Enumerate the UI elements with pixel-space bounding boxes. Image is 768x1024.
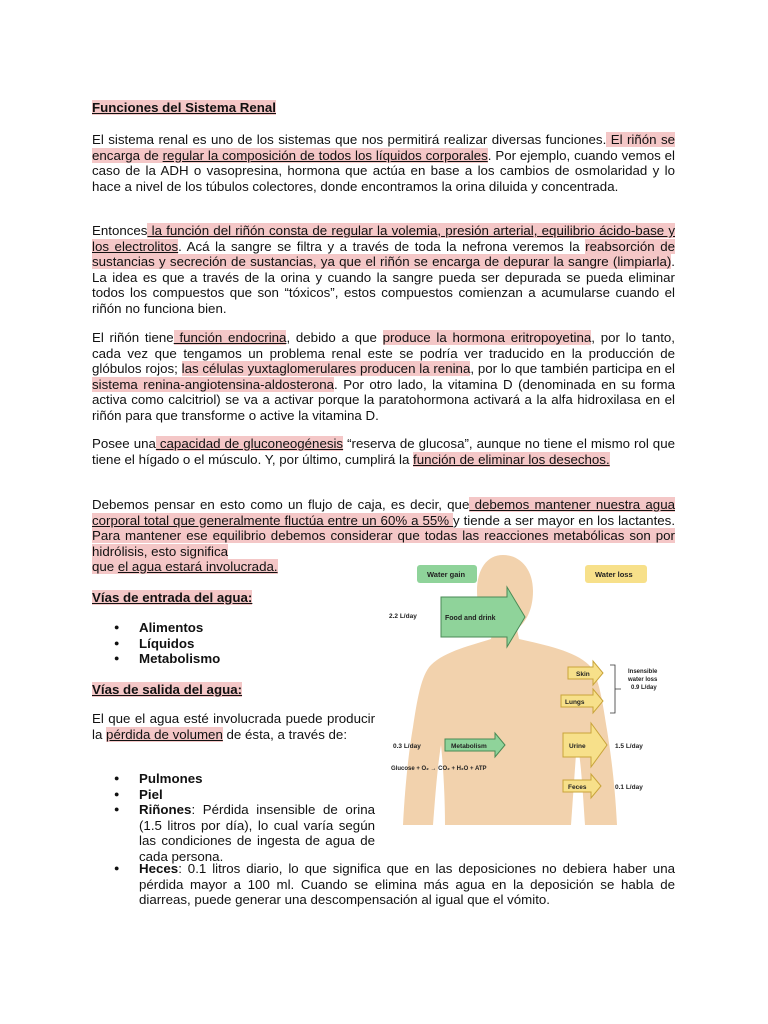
p5-highlight-underline-f: el agua estará involucrada. xyxy=(117,559,278,574)
entrada-list xyxy=(92,620,220,667)
equation: Glucose + O₂ → CO₂ + H₂O + ATP xyxy=(391,766,487,772)
list-item-bold: Heces xyxy=(139,861,179,876)
list-item: ● Alimentos xyxy=(92,620,220,636)
p3-highlight-d: produce la hormona eritropoyetina xyxy=(382,330,592,345)
p4-text-a: Posee una xyxy=(92,436,156,451)
water-gain-label: Water gain xyxy=(427,570,466,579)
p5-text-a: Debemos pensar en esto como un flujo de caja, es decir, que xyxy=(92,497,470,512)
p3-highlight-underline-b: función endocrina xyxy=(173,330,287,345)
p5-highlight-underline: debemos mantener nuestra agua corporal total que generalmente fluctúa entre un 60% a 55% xyxy=(92,497,675,528)
list-item xyxy=(92,771,375,787)
insensible-line-1: Insensible xyxy=(628,669,658,675)
list-item xyxy=(92,861,675,908)
entrada-heading: Vías de entrada del agua: xyxy=(92,590,253,605)
salida-intro-c: de ésta, a través de: xyxy=(222,726,348,742)
paragraph-5-end xyxy=(92,559,278,575)
urine-label: Urine xyxy=(569,743,586,750)
p3-highlight-f: las células yuxtaglomerulares producen la renina xyxy=(181,361,471,377)
insensible-line-3: 0.9 L/day xyxy=(631,685,657,691)
urine-rate: 1.5 L/day xyxy=(615,743,643,750)
water-balance-figure xyxy=(385,555,670,825)
feces-label: Feces xyxy=(568,784,587,791)
p4-highlight-underline-d: función de eliminar los desechos. xyxy=(413,451,610,467)
list-item-bold: Piel xyxy=(139,786,163,802)
paragraph-3 xyxy=(92,330,675,424)
list-item: ● Líquidos xyxy=(92,636,220,652)
p2-text-e: . La idea es que a través de la orina y cuando la sangre pueda ser depurada se pueda eliminar todos los compuestos que son “tóxicos”, estos compuestos comienzan a acumularse cuando el riñón no funciona bien. xyxy=(92,254,675,316)
food-rate: 2.2 L/day xyxy=(389,613,417,620)
p3-text-a: El riñón tiene xyxy=(92,330,174,345)
p3-text-g: , por lo que también participa en el xyxy=(470,361,675,377)
p4-text-c: “reserva de glucosa”, aunque no tiene el mismo rol que tiene el hígado o el músculo. Y, por último, cumplirá la xyxy=(92,436,675,467)
paragraph-1 xyxy=(92,132,675,194)
paragraph-2 xyxy=(92,223,675,317)
p5-highlight-d: Para mantener ese equilibrio debemos considerar que todas las reacciones metabólicas son por hidrólisis, esto significa xyxy=(92,528,675,559)
list-item: ● Metabolismo xyxy=(92,651,220,667)
p2-text-a: Entonces xyxy=(92,223,148,238)
p1-highlight: El riñón se encarga de xyxy=(92,132,675,163)
p3-text-c: , debido a que xyxy=(286,330,383,345)
page-title xyxy=(92,100,276,116)
list-item-bold: Pulmones xyxy=(139,771,203,786)
title-text: Funciones del Sistema Renal xyxy=(92,100,276,115)
p5-text-c: y tiende a ser mayor en los lactantes. xyxy=(453,512,676,528)
list-item-rest: : Pérdida insensible de orina (1.5 litros por día), lo cual varía según las condiciones de ingesta de agua de cada persona. xyxy=(139,802,375,864)
list-item-rest: : 0.1 litros diario, lo que significa que en las deposiciones no debiera haber una pérdida mayor a 100 ml. Cuando se elimina más agua en la deposición se habla de diarreas, puede generar una descompensación al igual que el vómito. xyxy=(139,861,675,908)
metab-rate: 0.3 L/day xyxy=(393,743,421,750)
salida-list xyxy=(92,771,375,865)
insensible-line-2: water loss xyxy=(628,677,658,683)
list-item xyxy=(92,802,375,864)
p2-text-c: . Acá la sangre se filtra y a través de toda la nefrona veremos la xyxy=(178,238,586,254)
metab-label: Metabolism xyxy=(451,743,487,750)
p3-text-e: , por lo tanto, cada vez que tengamos un problema renal este se podría ver traducido en la producción de glóbulos rojos; xyxy=(92,330,675,377)
feces-rate: 0.1 L/day xyxy=(615,784,643,791)
p1-highlight-underline: regular la composición de todos los líquidos corporales xyxy=(162,147,488,163)
p2-highlight-underline: la función del riñón consta de regular la volemia, presión arterial, equilibrio ácido-base y los electrolitos xyxy=(92,223,675,254)
list-item xyxy=(92,787,375,803)
p2-highlight: reabsorción de sustancias y secreción de sustancias, ya que el riñón se encarga de depurar la sangre (limpiarla) xyxy=(92,238,675,270)
paragraph-5 xyxy=(92,497,675,559)
p4-highlight-underline-b: capacidad de gluconeogénesis xyxy=(155,436,344,451)
water-loss-label: Water loss xyxy=(595,570,633,579)
p1-text-d: . Por ejemplo, cuando vemos el caso de la ADH o vasopresina, hormona que actúa en base a los cambios de osmolaridad y lo hace a nivel de los túbulos colectores, donde encontramos la orina diluida y concentrada. xyxy=(92,147,675,194)
p3-highlight-h: sistema renina-angiotensina-aldosterona xyxy=(92,376,335,392)
list-item-bold: Riñones xyxy=(139,802,192,818)
p5-text-e: que xyxy=(92,559,118,574)
p3-text-i: . Por otro lado, la vitamina D (denominada en su forma activa como calcitriol) se va a activar porque la paratohormona activará a la alfa hidroxilasa en el riñón para que transforme o active la vitamina D. xyxy=(92,376,675,423)
salida-intro-highlight: pérdida de volumen xyxy=(106,726,223,742)
salida-intro xyxy=(92,711,375,742)
skin-label: Skin xyxy=(576,671,590,678)
food-label: Food and drink xyxy=(445,615,496,622)
heces-list xyxy=(92,861,675,908)
salida-intro-a: El que el agua esté involucrada puede producir la xyxy=(92,711,375,742)
lungs-label: Lungs xyxy=(565,699,585,706)
salida-heading: Vías de salida del agua: xyxy=(92,682,243,697)
p1-text-a: El sistema renal es uno de los sistemas que nos permitirá realizar diversas funciones. xyxy=(92,132,607,147)
insensible-bracket xyxy=(610,665,621,713)
paragraph-4 xyxy=(92,436,675,467)
